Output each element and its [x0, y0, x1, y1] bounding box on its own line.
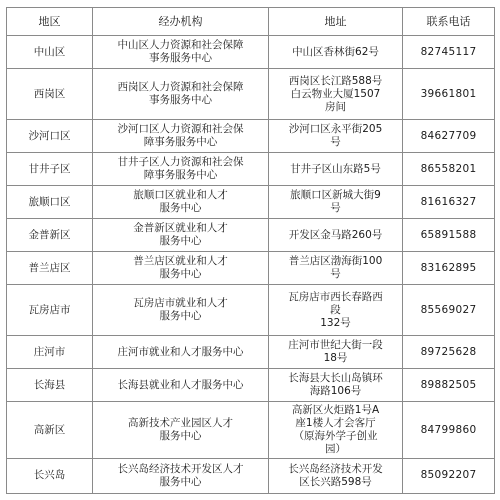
table-row: [7, 285, 495, 336]
district-cell: 旅顺口区: [7, 186, 93, 219]
address-cell: 开发区金马路260号: [269, 219, 403, 252]
table-row: [7, 402, 495, 458]
phone-cell: 86558201: [403, 153, 495, 186]
office-cell: 西岗区人力资源和社会保障 事务服务中心: [93, 69, 269, 120]
header-address: 地址: [269, 8, 403, 36]
header-district: 地区: [7, 8, 93, 36]
address-cell: 西岗区长江路588号 白云物业大厦1507 房间: [269, 69, 403, 120]
table-row: [7, 153, 495, 186]
district-cell: 长兴岛: [7, 458, 93, 493]
address-cell: 甘井子区山东路5号: [269, 153, 403, 186]
header-phone: 联系电话: [403, 8, 495, 36]
address-cell: 长兴岛经济技术开发 区长兴路598号: [269, 458, 403, 493]
district-cell: 甘井子区: [7, 153, 93, 186]
office-cell: 旅顺口区就业和人才 服务中心: [93, 186, 269, 219]
phone-cell: 65891588: [403, 219, 495, 252]
phone-cell: 89882505: [403, 369, 495, 402]
address-cell: 高新区火炬路1号A 座1楼人才会客厅 （原海外学子创业 园）: [269, 402, 403, 458]
district-cell: 西岗区: [7, 69, 93, 120]
phone-cell: 85569027: [403, 285, 495, 336]
office-directory: [6, 7, 494, 494]
office-cell: 甘井子区人力资源和社会保 障事务服务中心: [93, 153, 269, 186]
office-cell: 高新技术产业园区人才 服务中心: [93, 402, 269, 458]
phone-cell: 81616327: [403, 186, 495, 219]
office-table: [6, 7, 495, 494]
district-cell: 沙河口区: [7, 120, 93, 153]
phone-cell: 85092207: [403, 458, 495, 493]
phone-cell: 84799860: [403, 402, 495, 458]
table-row: [7, 219, 495, 252]
table-row: [7, 120, 495, 153]
phone-cell: 82745117: [403, 36, 495, 69]
district-cell: 瓦房店市: [7, 285, 93, 336]
address-cell: 中山区香林街62号: [269, 36, 403, 69]
district-cell: 高新区: [7, 402, 93, 458]
office-cell: 瓦房店市就业和人才 服务中心: [93, 285, 269, 336]
district-cell: 普兰店区: [7, 252, 93, 285]
office-cell: 长海县就业和人才服务中心: [93, 369, 269, 402]
phone-cell: 89725628: [403, 336, 495, 369]
address-cell: 瓦房店市西长春路西 段 132号: [269, 285, 403, 336]
address-cell: 庄河市世纪大街一段 18号: [269, 336, 403, 369]
office-cell: 长兴岛经济技术开发区人才 服务中心: [93, 458, 269, 493]
table-row: [7, 36, 495, 69]
header-office: 经办机构: [93, 8, 269, 36]
table-row: [7, 336, 495, 369]
office-cell: 沙河口区人力资源和社会保 障事务服务中心: [93, 120, 269, 153]
table-row: [7, 458, 495, 493]
district-cell: 庄河市: [7, 336, 93, 369]
office-cell: 普兰店区就业和人才 服务中心: [93, 252, 269, 285]
table-row: [7, 69, 495, 120]
address-cell: 普兰店区渤海街100 号: [269, 252, 403, 285]
address-cell: 长海县大长山岛镇环 海路106号: [269, 369, 403, 402]
phone-cell: 83162895: [403, 252, 495, 285]
table-header-row: [7, 8, 495, 36]
address-cell: 旅顺口区新城大街9 号: [269, 186, 403, 219]
office-cell: 庄河市就业和人才服务中心: [93, 336, 269, 369]
table-row: [7, 252, 495, 285]
office-cell: 中山区人力资源和社会保障 事务服务中心: [93, 36, 269, 69]
office-cell: 金普新区就业和人才 服务中心: [93, 219, 269, 252]
district-cell: 中山区: [7, 36, 93, 69]
table-row: [7, 369, 495, 402]
district-cell: 金普新区: [7, 219, 93, 252]
table-row: [7, 186, 495, 219]
phone-cell: 84627709: [403, 120, 495, 153]
district-cell: 长海县: [7, 369, 93, 402]
address-cell: 沙河口区永平街205 号: [269, 120, 403, 153]
phone-cell: 39661801: [403, 69, 495, 120]
